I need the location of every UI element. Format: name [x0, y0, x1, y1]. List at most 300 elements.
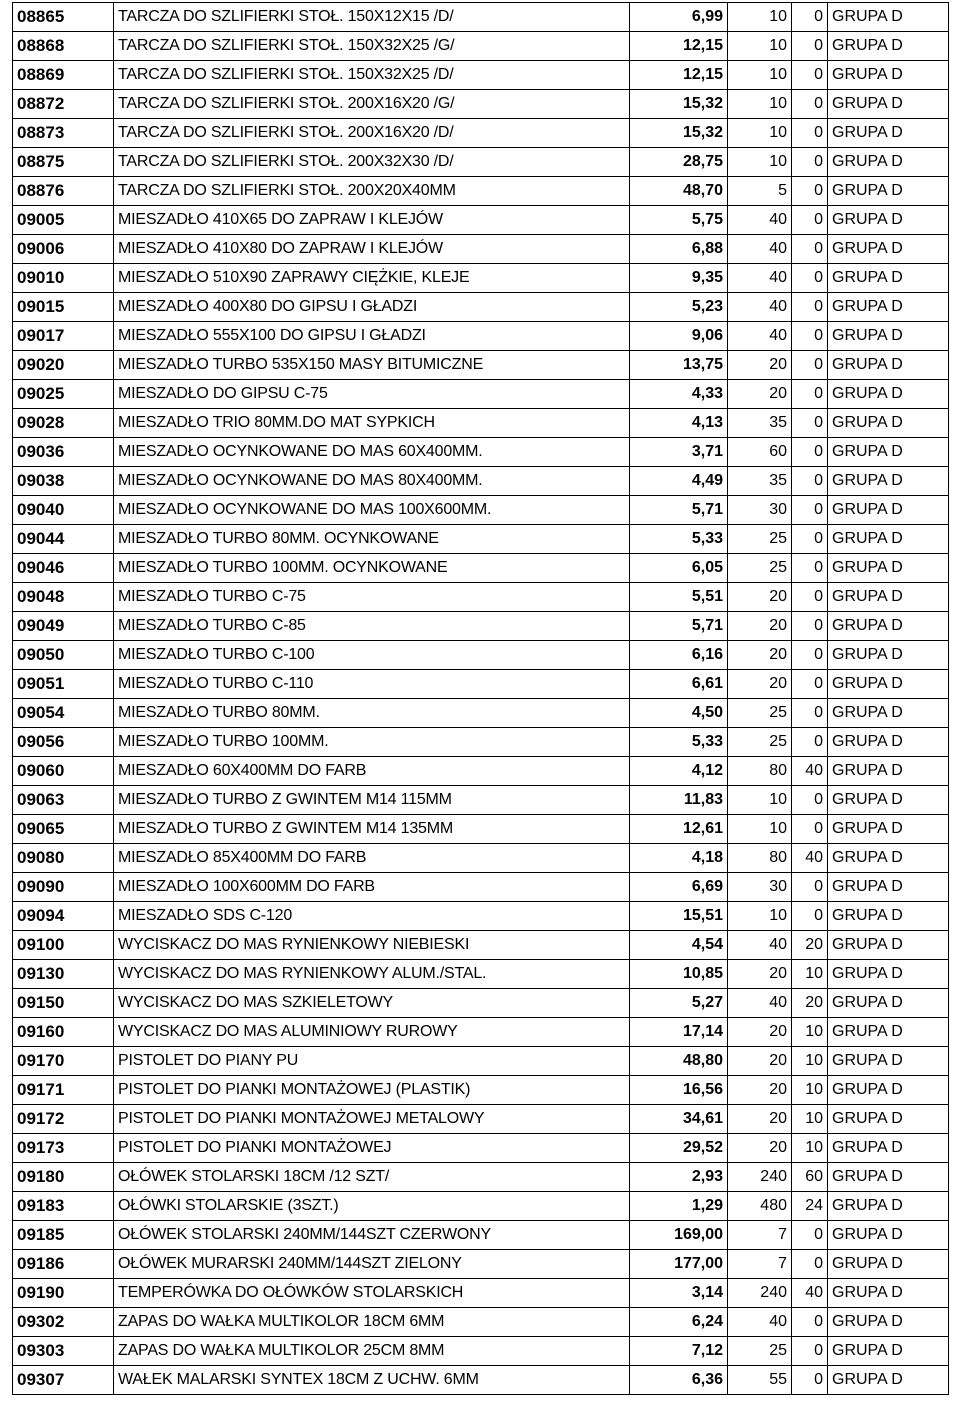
package-quantity: 40	[728, 206, 792, 235]
product-code: 09028	[13, 409, 114, 438]
table-row	[13, 699, 949, 728]
table-row	[13, 3, 949, 32]
package-quantity: 20	[728, 1047, 792, 1076]
product-name: TARCZA DO SZLIFIERKI STOŁ. 150X12X15 /D/	[114, 3, 630, 32]
product-code: 09048	[13, 583, 114, 612]
table-row	[13, 902, 949, 931]
product-group: GRUPA D	[828, 583, 949, 612]
minimum-quantity: 0	[792, 3, 828, 32]
table-row	[13, 496, 949, 525]
product-price: 10,85	[630, 960, 728, 989]
product-group: GRUPA D	[828, 612, 949, 641]
minimum-quantity: 0	[792, 264, 828, 293]
product-price: 5,71	[630, 496, 728, 525]
minimum-quantity: 0	[792, 496, 828, 525]
minimum-quantity: 10	[792, 1134, 828, 1163]
product-group: GRUPA D	[828, 496, 949, 525]
product-code: 09040	[13, 496, 114, 525]
package-quantity: 25	[728, 1337, 792, 1366]
product-name: MIESZADŁO OCYNKOWANE DO MAS 80X400MM.	[114, 467, 630, 496]
package-quantity: 40	[728, 235, 792, 264]
product-price: 6,16	[630, 641, 728, 670]
product-code: 08865	[13, 3, 114, 32]
package-quantity: 10	[728, 32, 792, 61]
minimum-quantity: 0	[792, 815, 828, 844]
product-price: 5,71	[630, 612, 728, 641]
product-code: 09049	[13, 612, 114, 641]
product-code: 09051	[13, 670, 114, 699]
table-row	[13, 380, 949, 409]
product-code: 09063	[13, 786, 114, 815]
product-name: MIESZADŁO 410X65 DO ZAPRAW I KLEJÓW	[114, 206, 630, 235]
package-quantity: 240	[728, 1163, 792, 1192]
product-name: OŁÓWEK MURARSKI 240MM/144SZT ZIELONY	[114, 1250, 630, 1279]
table-row	[13, 670, 949, 699]
minimum-quantity: 0	[792, 525, 828, 554]
price-list-body	[13, 3, 949, 1395]
product-group: GRUPA D	[828, 119, 949, 148]
product-price: 12,61	[630, 815, 728, 844]
product-group: GRUPA D	[828, 873, 949, 902]
product-name: MIESZADŁO TURBO C-100	[114, 641, 630, 670]
minimum-quantity: 40	[792, 844, 828, 873]
table-row	[13, 873, 949, 902]
product-group: GRUPA D	[828, 641, 949, 670]
minimum-quantity: 24	[792, 1192, 828, 1221]
minimum-quantity: 0	[792, 583, 828, 612]
product-name: WAŁEK MALARSKI SYNTEX 18CM Z UCHW. 6MM	[114, 1366, 630, 1395]
product-price: 28,75	[630, 148, 728, 177]
minimum-quantity: 20	[792, 989, 828, 1018]
product-group: GRUPA D	[828, 90, 949, 119]
minimum-quantity: 0	[792, 206, 828, 235]
product-price: 4,54	[630, 931, 728, 960]
product-group: GRUPA D	[828, 206, 949, 235]
product-name: MIESZADŁO TURBO 100MM.	[114, 728, 630, 757]
product-group: GRUPA D	[828, 815, 949, 844]
package-quantity: 7	[728, 1250, 792, 1279]
product-code: 09054	[13, 699, 114, 728]
package-quantity: 20	[728, 583, 792, 612]
product-name: OŁÓWEK STOLARSKI 18CM /12 SZT/	[114, 1163, 630, 1192]
minimum-quantity: 0	[792, 1366, 828, 1395]
product-price: 15,51	[630, 902, 728, 931]
table-row	[13, 554, 949, 583]
product-name: ZAPAS DO WAŁKA MULTIKOLOR 18CM 6MM	[114, 1308, 630, 1337]
table-row	[13, 1221, 949, 1250]
product-code: 09006	[13, 235, 114, 264]
minimum-quantity: 20	[792, 931, 828, 960]
product-name: MIESZADŁO TRIO 80MM.DO MAT SYPKICH	[114, 409, 630, 438]
product-code: 09173	[13, 1134, 114, 1163]
product-name: PISTOLET DO PIANKI MONTAŻOWEJ	[114, 1134, 630, 1163]
table-row	[13, 293, 949, 322]
product-group: GRUPA D	[828, 1250, 949, 1279]
table-row	[13, 612, 949, 641]
package-quantity: 35	[728, 409, 792, 438]
table-row	[13, 844, 949, 873]
product-code: 09100	[13, 931, 114, 960]
product-group: GRUPA D	[828, 931, 949, 960]
table-row	[13, 815, 949, 844]
product-price: 5,23	[630, 293, 728, 322]
product-name: MIESZADŁO TURBO C-85	[114, 612, 630, 641]
table-row	[13, 61, 949, 90]
product-price: 6,61	[630, 670, 728, 699]
product-code: 08872	[13, 90, 114, 119]
product-code: 09015	[13, 293, 114, 322]
product-code: 09050	[13, 641, 114, 670]
product-code: 09150	[13, 989, 114, 1018]
product-name: WYCISKACZ DO MAS RYNIENKOWY NIEBIESKI	[114, 931, 630, 960]
product-name: MIESZADŁO TURBO C-110	[114, 670, 630, 699]
product-name: MIESZADŁO SDS C-120	[114, 902, 630, 931]
product-code: 09005	[13, 206, 114, 235]
product-group: GRUPA D	[828, 3, 949, 32]
minimum-quantity: 0	[792, 90, 828, 119]
product-name: MIESZADŁO TURBO Z GWINTEM M14 115MM	[114, 786, 630, 815]
product-name: TARCZA DO SZLIFIERKI STOŁ. 200X16X20 /G/	[114, 90, 630, 119]
product-group: GRUPA D	[828, 1366, 949, 1395]
table-row	[13, 1366, 949, 1395]
product-name: MIESZADŁO 100X600MM DO FARB	[114, 873, 630, 902]
minimum-quantity: 0	[792, 612, 828, 641]
package-quantity: 25	[728, 699, 792, 728]
product-name: WYCISKACZ DO MAS ALUMINIOWY RUROWY	[114, 1018, 630, 1047]
product-name: PISTOLET DO PIANKI MONTAŻOWEJ (PLASTIK)	[114, 1076, 630, 1105]
product-name: TARCZA DO SZLIFIERKI STOŁ. 150X32X25 /G/	[114, 32, 630, 61]
table-row	[13, 438, 949, 467]
product-code: 09025	[13, 380, 114, 409]
package-quantity: 240	[728, 1279, 792, 1308]
product-price: 17,14	[630, 1018, 728, 1047]
product-price: 4,18	[630, 844, 728, 873]
product-code: 09036	[13, 438, 114, 467]
table-row	[13, 1192, 949, 1221]
package-quantity: 5	[728, 177, 792, 206]
product-price: 12,15	[630, 61, 728, 90]
product-code: 08873	[13, 119, 114, 148]
product-group: GRUPA D	[828, 293, 949, 322]
table-row	[13, 409, 949, 438]
package-quantity: 20	[728, 351, 792, 380]
product-price: 6,36	[630, 1366, 728, 1395]
product-price: 11,83	[630, 786, 728, 815]
table-row	[13, 1163, 949, 1192]
table-row	[13, 989, 949, 1018]
product-name: MIESZADŁO 510X90 ZAPRAWY CIĘŻKIE, KLEJE	[114, 264, 630, 293]
package-quantity: 40	[728, 931, 792, 960]
package-quantity: 480	[728, 1192, 792, 1221]
product-group: GRUPA D	[828, 351, 949, 380]
table-row	[13, 206, 949, 235]
minimum-quantity: 40	[792, 1279, 828, 1308]
product-code: 09172	[13, 1105, 114, 1134]
minimum-quantity: 0	[792, 119, 828, 148]
product-name: TARCZA DO SZLIFIERKI STOŁ. 200X16X20 /D/	[114, 119, 630, 148]
product-group: GRUPA D	[828, 322, 949, 351]
package-quantity: 10	[728, 119, 792, 148]
product-code: 09056	[13, 728, 114, 757]
product-name: MIESZADŁO 555X100 DO GIPSU I GŁADZI	[114, 322, 630, 351]
product-price: 15,32	[630, 119, 728, 148]
product-name: MIESZADŁO OCYNKOWANE DO MAS 60X400MM.	[114, 438, 630, 467]
minimum-quantity: 0	[792, 1308, 828, 1337]
minimum-quantity: 0	[792, 177, 828, 206]
product-name: MIESZADŁO 400X80 DO GIPSU I GŁADZI	[114, 293, 630, 322]
minimum-quantity: 0	[792, 438, 828, 467]
product-group: GRUPA D	[828, 1221, 949, 1250]
table-row	[13, 960, 949, 989]
package-quantity: 40	[728, 293, 792, 322]
product-group: GRUPA D	[828, 380, 949, 409]
product-group: GRUPA D	[828, 1018, 949, 1047]
table-row	[13, 786, 949, 815]
minimum-quantity: 0	[792, 32, 828, 61]
product-code: 09065	[13, 815, 114, 844]
package-quantity: 20	[728, 612, 792, 641]
product-code: 08868	[13, 32, 114, 61]
product-price: 16,56	[630, 1076, 728, 1105]
product-price: 3,71	[630, 438, 728, 467]
product-group: GRUPA D	[828, 844, 949, 873]
product-price: 15,32	[630, 90, 728, 119]
minimum-quantity: 10	[792, 1047, 828, 1076]
table-row	[13, 1105, 949, 1134]
product-group: GRUPA D	[828, 177, 949, 206]
table-row	[13, 728, 949, 757]
product-code: 09171	[13, 1076, 114, 1105]
product-price: 5,51	[630, 583, 728, 612]
product-code: 09017	[13, 322, 114, 351]
product-code: 09302	[13, 1308, 114, 1337]
product-name: ZAPAS DO WAŁKA MULTIKOLOR 25CM 8MM	[114, 1337, 630, 1366]
product-price: 6,69	[630, 873, 728, 902]
package-quantity: 20	[728, 380, 792, 409]
table-row	[13, 467, 949, 496]
minimum-quantity: 0	[792, 786, 828, 815]
product-name: OŁÓWEK STOLARSKI 240MM/144SZT CZERWONY	[114, 1221, 630, 1250]
price-list-table	[12, 2, 949, 1395]
product-price: 48,70	[630, 177, 728, 206]
product-group: GRUPA D	[828, 525, 949, 554]
product-price: 4,49	[630, 467, 728, 496]
product-price: 29,52	[630, 1134, 728, 1163]
product-code: 09186	[13, 1250, 114, 1279]
product-price: 5,33	[630, 728, 728, 757]
product-group: GRUPA D	[828, 1134, 949, 1163]
product-group: GRUPA D	[828, 989, 949, 1018]
product-name: PISTOLET DO PIANY PU	[114, 1047, 630, 1076]
product-code: 09183	[13, 1192, 114, 1221]
product-price: 6,05	[630, 554, 728, 583]
table-row	[13, 1279, 949, 1308]
product-group: GRUPA D	[828, 757, 949, 786]
product-price: 1,29	[630, 1192, 728, 1221]
product-group: GRUPA D	[828, 670, 949, 699]
minimum-quantity: 0	[792, 641, 828, 670]
table-row	[13, 351, 949, 380]
minimum-quantity: 0	[792, 380, 828, 409]
product-price: 5,75	[630, 206, 728, 235]
product-group: GRUPA D	[828, 1047, 949, 1076]
package-quantity: 40	[728, 264, 792, 293]
table-row	[13, 1047, 949, 1076]
table-row	[13, 931, 949, 960]
product-code: 09038	[13, 467, 114, 496]
minimum-quantity: 0	[792, 148, 828, 177]
minimum-quantity: 10	[792, 1018, 828, 1047]
package-quantity: 80	[728, 844, 792, 873]
product-group: GRUPA D	[828, 32, 949, 61]
minimum-quantity: 40	[792, 757, 828, 786]
package-quantity: 10	[728, 786, 792, 815]
package-quantity: 20	[728, 1105, 792, 1134]
minimum-quantity: 60	[792, 1163, 828, 1192]
product-group: GRUPA D	[828, 1279, 949, 1308]
package-quantity: 10	[728, 61, 792, 90]
package-quantity: 20	[728, 670, 792, 699]
product-group: GRUPA D	[828, 1192, 949, 1221]
product-name: MIESZADŁO 85X400MM DO FARB	[114, 844, 630, 873]
minimum-quantity: 0	[792, 235, 828, 264]
table-row	[13, 1337, 949, 1366]
product-code: 08869	[13, 61, 114, 90]
package-quantity: 20	[728, 641, 792, 670]
product-price: 5,27	[630, 989, 728, 1018]
product-code: 09170	[13, 1047, 114, 1076]
product-group: GRUPA D	[828, 467, 949, 496]
product-group: GRUPA D	[828, 728, 949, 757]
product-price: 6,99	[630, 3, 728, 32]
minimum-quantity: 10	[792, 1076, 828, 1105]
product-group: GRUPA D	[828, 554, 949, 583]
product-group: GRUPA D	[828, 409, 949, 438]
table-row	[13, 235, 949, 264]
table-row	[13, 32, 949, 61]
package-quantity: 10	[728, 148, 792, 177]
table-row	[13, 90, 949, 119]
product-price: 2,93	[630, 1163, 728, 1192]
product-group: GRUPA D	[828, 61, 949, 90]
package-quantity: 30	[728, 873, 792, 902]
product-code: 09180	[13, 1163, 114, 1192]
minimum-quantity: 0	[792, 670, 828, 699]
table-row	[13, 641, 949, 670]
product-group: GRUPA D	[828, 148, 949, 177]
product-name: PISTOLET DO PIANKI MONTAŻOWEJ METALOWY	[114, 1105, 630, 1134]
minimum-quantity: 0	[792, 322, 828, 351]
minimum-quantity: 0	[792, 467, 828, 496]
product-price: 13,75	[630, 351, 728, 380]
package-quantity: 10	[728, 90, 792, 119]
table-row	[13, 757, 949, 786]
product-group: GRUPA D	[828, 235, 949, 264]
product-name: OŁÓWKI STOLARSKIE (3SZT.)	[114, 1192, 630, 1221]
product-price: 4,50	[630, 699, 728, 728]
product-name: TEMPERÓWKA DO OŁÓWKÓW STOLARSKICH	[114, 1279, 630, 1308]
product-code: 08876	[13, 177, 114, 206]
product-name: MIESZADŁO TURBO 80MM.	[114, 699, 630, 728]
table-row	[13, 119, 949, 148]
product-code: 09046	[13, 554, 114, 583]
product-group: GRUPA D	[828, 264, 949, 293]
product-code: 09094	[13, 902, 114, 931]
table-row	[13, 1076, 949, 1105]
table-row	[13, 148, 949, 177]
product-name: MIESZADŁO TURBO 535X150 MASY BITUMICZNE	[114, 351, 630, 380]
table-row	[13, 1018, 949, 1047]
product-name: MIESZADŁO OCYNKOWANE DO MAS 100X600MM.	[114, 496, 630, 525]
package-quantity: 80	[728, 757, 792, 786]
product-name: MIESZADŁO TURBO 80MM. OCYNKOWANE	[114, 525, 630, 554]
package-quantity: 20	[728, 1076, 792, 1105]
minimum-quantity: 0	[792, 409, 828, 438]
package-quantity: 40	[728, 1308, 792, 1337]
table-row	[13, 525, 949, 554]
package-quantity: 55	[728, 1366, 792, 1395]
product-code: 09020	[13, 351, 114, 380]
package-quantity: 60	[728, 438, 792, 467]
product-code: 09160	[13, 1018, 114, 1047]
package-quantity: 25	[728, 525, 792, 554]
product-group: GRUPA D	[828, 1105, 949, 1134]
table-row	[13, 177, 949, 206]
minimum-quantity: 10	[792, 960, 828, 989]
product-price: 9,06	[630, 322, 728, 351]
product-name: MIESZADŁO TURBO Z GWINTEM M14 135MM	[114, 815, 630, 844]
minimum-quantity: 0	[792, 1221, 828, 1250]
product-code: 09010	[13, 264, 114, 293]
product-group: GRUPA D	[828, 1076, 949, 1105]
product-price: 4,12	[630, 757, 728, 786]
minimum-quantity: 0	[792, 554, 828, 583]
product-code: 09090	[13, 873, 114, 902]
product-price: 3,14	[630, 1279, 728, 1308]
product-name: MIESZADŁO 410X80 DO ZAPRAW I KLEJÓW	[114, 235, 630, 264]
product-group: GRUPA D	[828, 1337, 949, 1366]
package-quantity: 25	[728, 728, 792, 757]
package-quantity: 20	[728, 1018, 792, 1047]
package-quantity: 35	[728, 467, 792, 496]
minimum-quantity: 0	[792, 351, 828, 380]
table-row	[13, 1250, 949, 1279]
product-code: 09190	[13, 1279, 114, 1308]
package-quantity: 7	[728, 1221, 792, 1250]
minimum-quantity: 0	[792, 902, 828, 931]
product-name: MIESZADŁO TURBO C-75	[114, 583, 630, 612]
package-quantity: 20	[728, 1134, 792, 1163]
minimum-quantity: 0	[792, 293, 828, 322]
product-price: 4,33	[630, 380, 728, 409]
minimum-quantity: 0	[792, 873, 828, 902]
product-price: 5,33	[630, 525, 728, 554]
product-price: 48,80	[630, 1047, 728, 1076]
minimum-quantity: 0	[792, 699, 828, 728]
package-quantity: 40	[728, 322, 792, 351]
package-quantity: 20	[728, 960, 792, 989]
product-name: WYCISKACZ DO MAS SZKIELETOWY	[114, 989, 630, 1018]
product-code: 09307	[13, 1366, 114, 1395]
product-name: TARCZA DO SZLIFIERKI STOŁ. 200X32X30 /D/	[114, 148, 630, 177]
product-price: 34,61	[630, 1105, 728, 1134]
product-group: GRUPA D	[828, 438, 949, 467]
package-quantity: 10	[728, 902, 792, 931]
product-group: GRUPA D	[828, 786, 949, 815]
table-row	[13, 583, 949, 612]
product-name: MIESZADŁO TURBO 100MM. OCYNKOWANE	[114, 554, 630, 583]
product-group: GRUPA D	[828, 1308, 949, 1337]
